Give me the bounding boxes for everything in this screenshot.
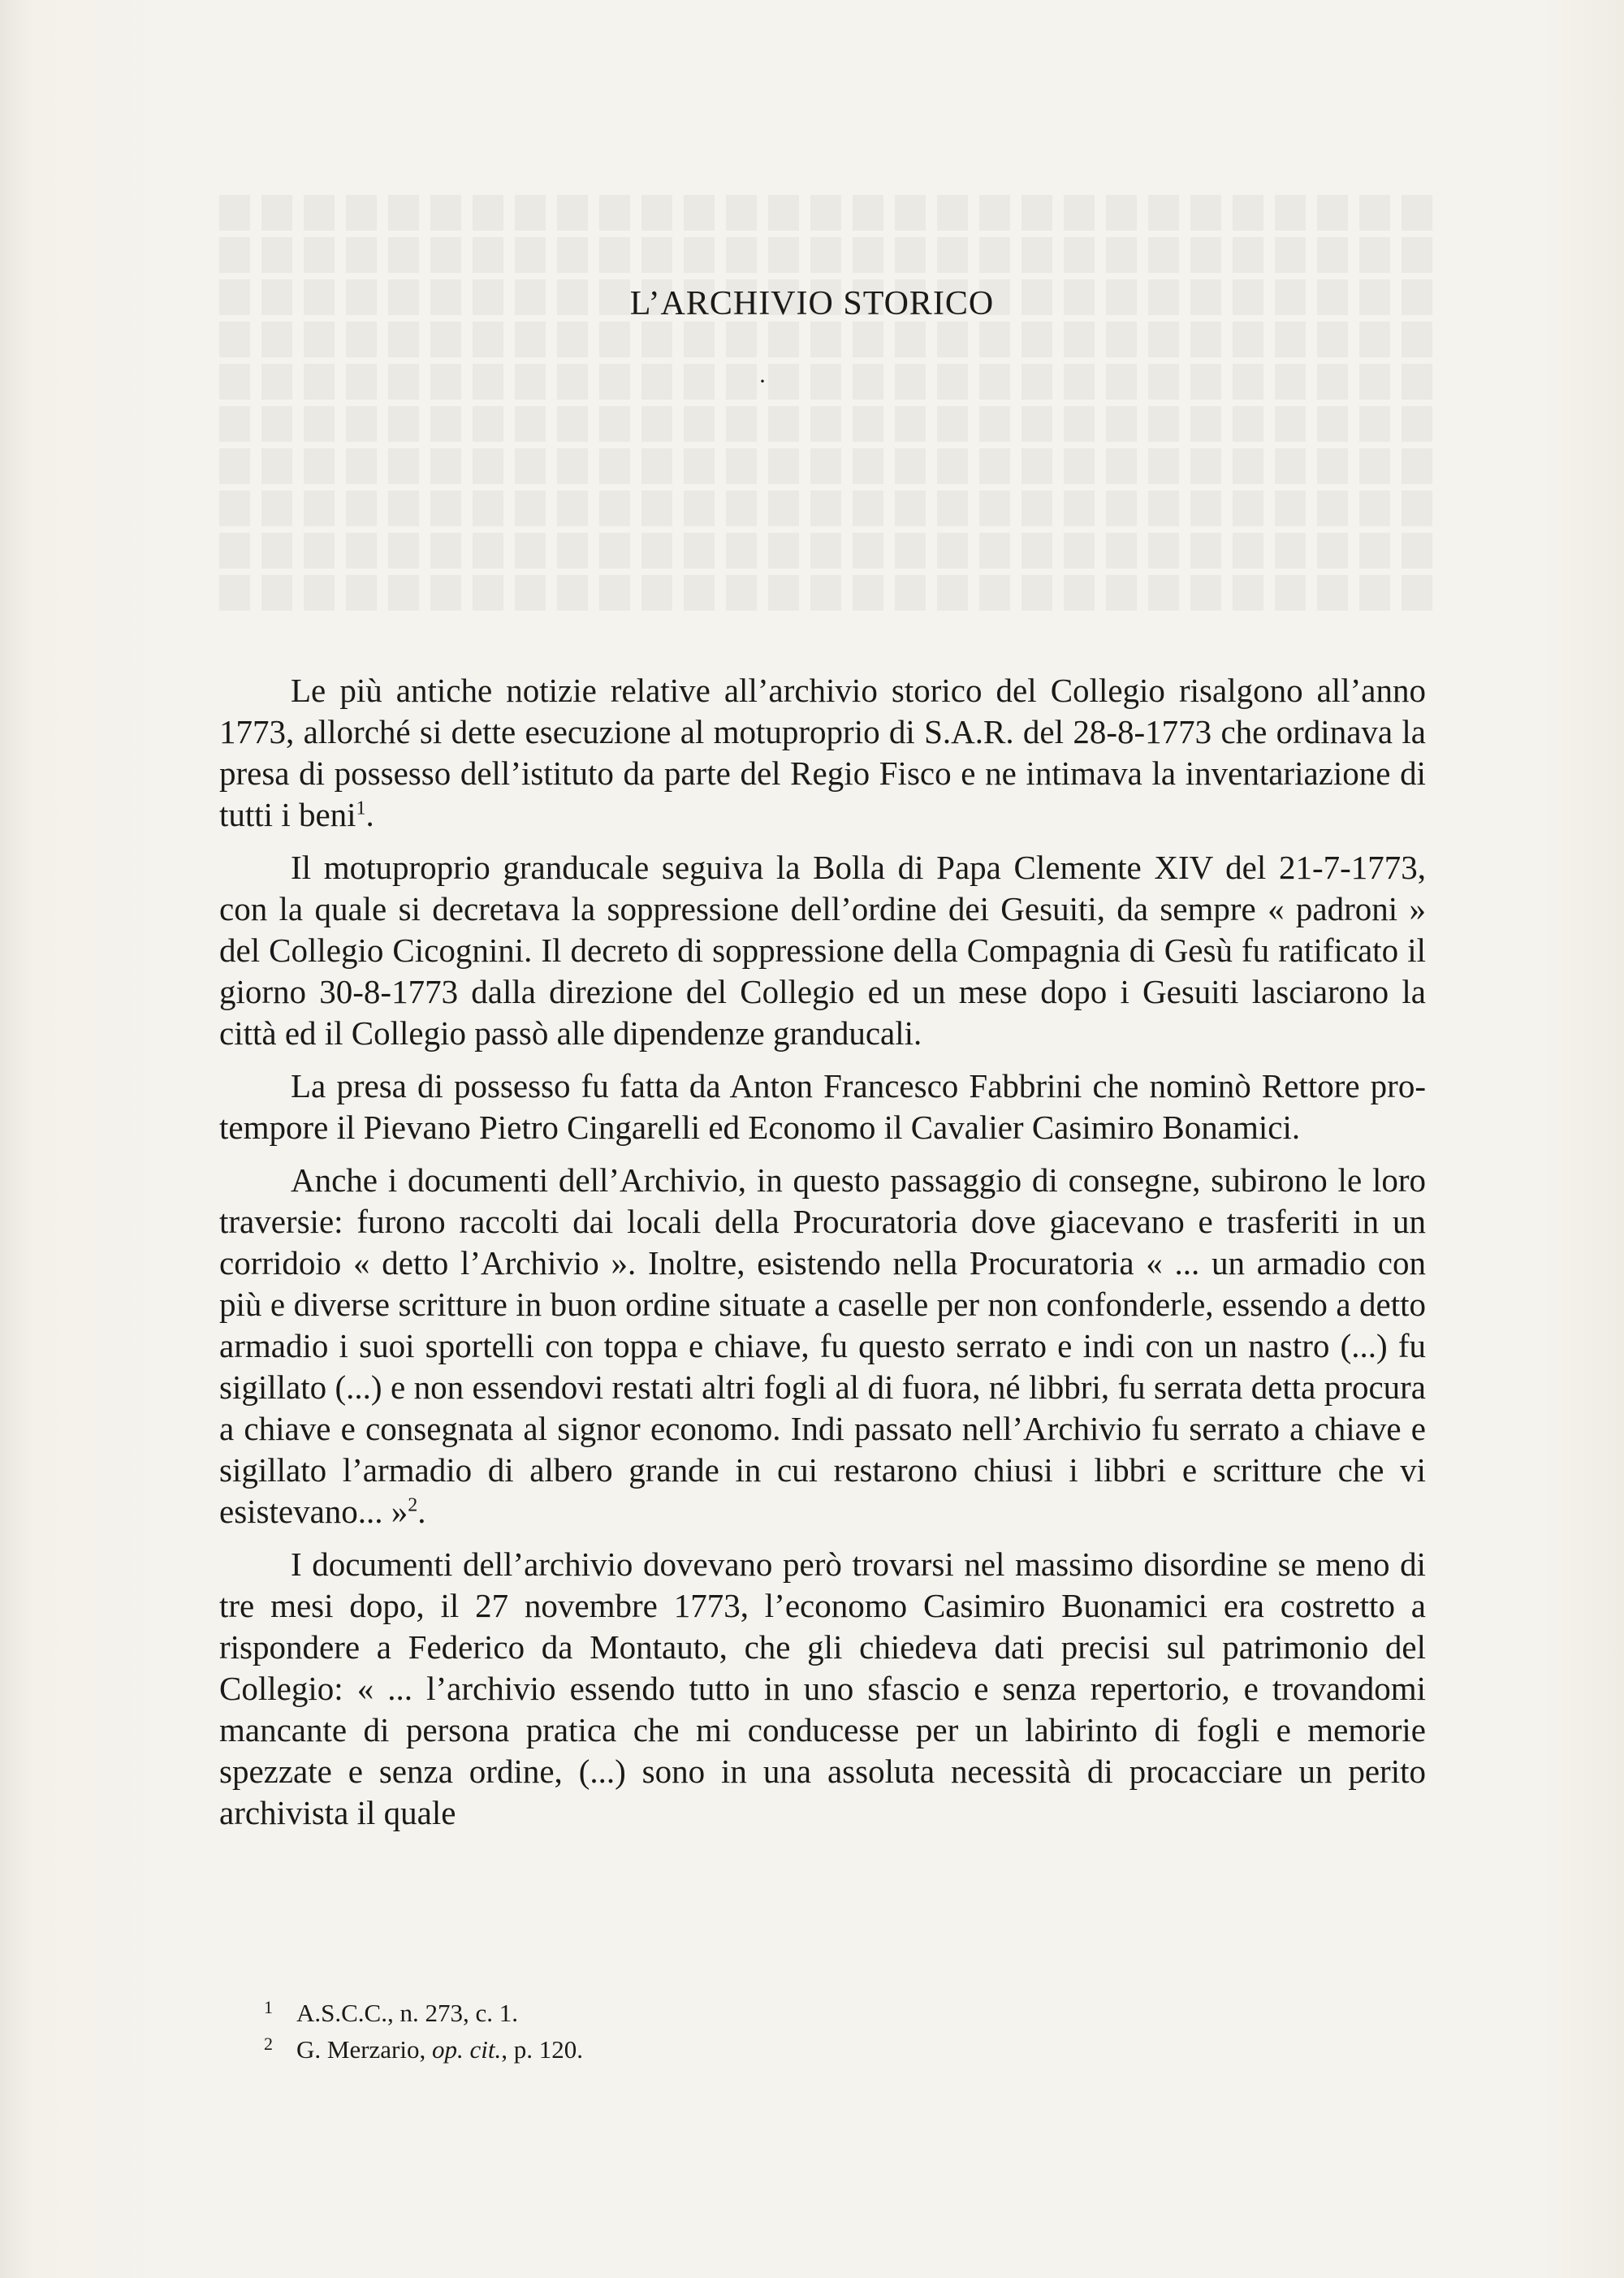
show-through-line	[219, 448, 1437, 484]
paragraph-4-text: Anche i documenti dell’Archivio, in questo passaggio di consegne, subirono le loro traversie: furono raccolti dai locali della Procuratoria dove giacevano e trasferiti in un corridoio « detto l’Archivio ». Inoltre, esistendo nella Procuratoria « ... un armadio con più e diverse scritture in buon ordine situate a caselle per non confonderle, essendo a detto armadio i suoi sportelli con toppa e chiave, fu questo serrato e indi con un nastro (...) fu sigillato (...) e non essendovi restati altri fogli al di fuora, né libbri, fu serrata detta procura a chiave e consegnata al signor economo. Indi passato nell’Archivio fu serrato a chiave e sigillato l’armadio di albero grande in cui restarono chiusi i libbri e scritture che vi esistevano... »	[219, 1161, 1426, 1530]
paragraph-1-end: .	[365, 796, 374, 833]
footnote-author: G. Merzario,	[296, 2035, 432, 2064]
paragraph-3: La presa di possesso fu fatta da Anton Francesco Fabbrini che nominò Rettore pro-tempore il Pievano Pietro Cingarelli ed Economo il Cavalier Casimiro Bonamici.	[219, 1067, 1426, 1146]
footnote-text	[296, 2033, 583, 2067]
paragraph-2: Il motuproprio granducale seguiva la Bolla di Papa Clemente XIV del 21-7-1773, con la quale si decretava la soppressione dell’ordine dei Gesuiti, da sempre « padroni » del Collegio Cicognini. Il decreto di soppressione della Compagnia di Gesù fu ratificato il giorno 30-8-1773 dalla direzione del Collegio ed un mese dopo i Gesuiti lasciarono la città ed il Collegio passò alle dipendenze granducali.	[219, 849, 1426, 1052]
title-ornament: ·	[758, 368, 767, 395]
footnote-ref-1: 1	[356, 798, 366, 819]
paragraph-1-text: Le più antiche notizie relative all’archivio storico del Collegio risalgono all’anno 1773, allorché si dette esecuzione al motuproprio di S.A.R. del 28-8-1773 che ordinava la presa di possesso dell’istituto da parte del Regio Fisco e ne intimava la inventariazione di tutti i beni	[219, 672, 1426, 833]
show-through-line	[219, 406, 1437, 442]
page-title: L’ARCHIVIO STORICO	[629, 285, 995, 322]
show-through-line	[219, 533, 1437, 568]
body-text	[219, 670, 1426, 1845]
footnote-text: A.S.C.C., n. 273, c. 1.	[296, 1999, 518, 2027]
paragraph-5: I documenti dell’archivio dovevano però trovarsi nel massimo disordine se meno di tre mesi dopo, il 27 novembre 1773, l’economo Casimiro Buonamici era costretto a rispondere a Federico da Montauto, che gli chiedeva dati precisi sul patrimonio del Collegio: « ... l’archivio essendo tutto in uno sfascio e senza repertorio, e trovandomi mancante di persona pratica che mi conducesse per un labirinto di fogli e memorie spezzate e senza ordine, (...) sono in una assoluta necessità di procacciare un perito archivista il quale	[219, 1545, 1426, 1831]
show-through-line	[219, 575, 1437, 611]
footnotes	[264, 1996, 1320, 2069]
show-through-line	[219, 237, 1437, 273]
footnote-2	[264, 2033, 1320, 2069]
footnote-number: 2	[264, 2034, 273, 2054]
show-through-line	[219, 322, 1437, 357]
footnote-1	[264, 1996, 1320, 2033]
show-through-line	[219, 195, 1437, 231]
paragraph-1	[219, 670, 1426, 836]
footnote-number: 1	[264, 1997, 273, 2017]
footnote-ref-2: 2	[408, 1494, 418, 1516]
footnote-op-cit: op. cit.	[432, 2035, 502, 2064]
paragraph-4	[219, 1160, 1426, 1532]
show-through-line	[219, 491, 1437, 526]
show-through-line	[219, 364, 1437, 400]
paragraph-4-end: .	[417, 1493, 426, 1530]
footnote-page: , p. 120.	[501, 2035, 583, 2064]
